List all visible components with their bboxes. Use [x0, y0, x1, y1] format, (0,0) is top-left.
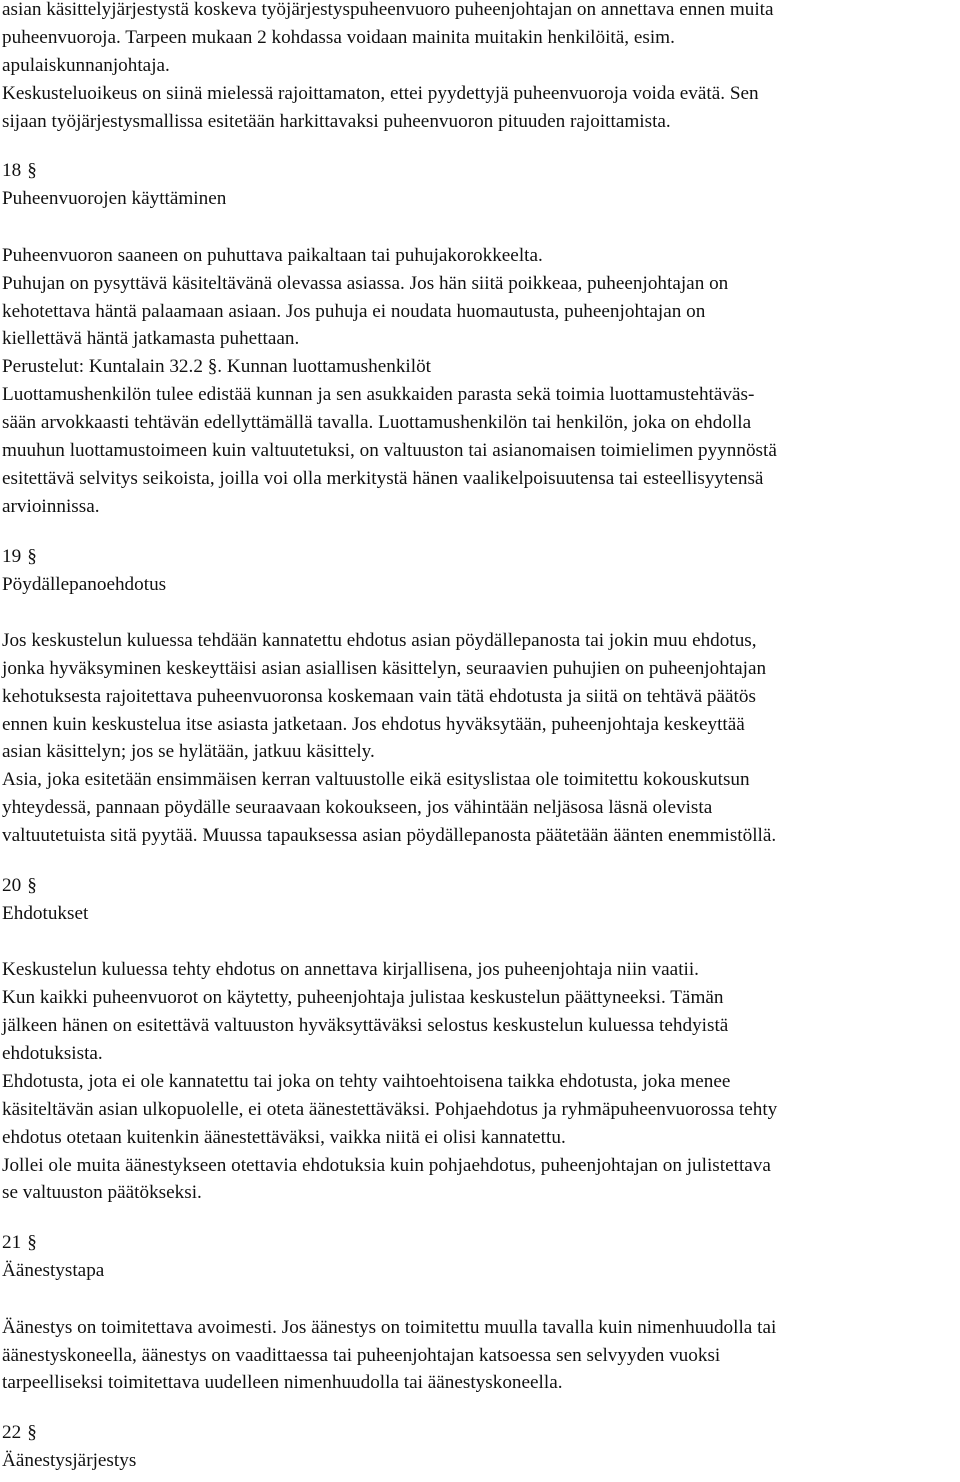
section-number-value: 19	[2, 545, 22, 567]
text-line: yhteydessä, pannaan pöydälle seuraavaan kokoukseen, jos vähintään neljäsosa läsnä olevista	[2, 797, 713, 819]
text-line: Keskusteluoikeus on siinä mielessä rajoittamaton, ettei pyydettyjä puheenvuoroja voida evätä. Sen	[2, 82, 759, 104]
text-line: Puheenvuoron saaneen on puhuttava paikaltaan tai puhujakorokkeelta.	[2, 244, 543, 266]
section-sign: §	[27, 1232, 37, 1254]
section-number-value: 18	[2, 160, 22, 182]
text-line: kehotuksesta rajoitettava puheenvuoronsa koskemaan vain tätä ehdotusta ja siitä on tehtävä päätös	[2, 685, 756, 707]
text-line: Jollei ole muita äänestykseen otettavia ehdotuksia kuin pohjaehdotus, puheenjohtajan on julistettava	[2, 1154, 771, 1176]
text-line: ehdotuksista.	[2, 1043, 103, 1064]
text-line: se valtuuston päätökseksi.	[2, 1182, 202, 1204]
text-line: Keskustelun kuluessa tehty ehdotus on annettava kirjallisena, jos puheenjohtaja niin vaatii.	[2, 959, 699, 981]
section-number	[2, 543, 954, 571]
section-title: Puheenvuorojen käyttäminen	[2, 188, 227, 210]
section-sign: §	[27, 1422, 37, 1444]
text-line: jälkeen hänen on esitettävä valtuuston hyväksyttäväksi selostus keskustelun kuluessa tehdyistä	[2, 1015, 729, 1037]
text-line: äänestyskoneella, äänestys on vaadittaessa tai puheenjohtajan katsoessa sen selvyyden vuoksi	[2, 1344, 721, 1366]
section-sign: §	[27, 875, 37, 897]
section-20	[2, 872, 954, 1207]
text-line: Jos keskustelun kuluessa tehdään kannatettu ehdotus asian pöydällepanosta tai jokin muu ehdotus,	[2, 629, 757, 651]
text-line: sään arvokkaasti tehtävän edellyttämällä tavalla. Luottamushenkilön tai henkilön, joka on ehdolla	[2, 412, 752, 434]
section-number	[2, 1229, 954, 1257]
document-page	[2, 0, 954, 1475]
section-number	[2, 157, 954, 185]
text-line: Äänestys on toimitettava avoimesti. Jos äänestys on toimitettu muulla tavalla kuin nimenhuudolla tai	[2, 1316, 777, 1338]
section-number-value: 22	[2, 1422, 22, 1444]
section-number-value: 21	[2, 1232, 22, 1254]
text-line: tarpeelliseksi toimitettava uudelleen nimenhuudolla tai äänestyskoneella.	[2, 1372, 563, 1394]
section-title: Pöydällepanoehdotus	[2, 573, 167, 595]
text-line: valtuutetuista sitä pyytää. Muussa tapauksessa asian pöydällepanosta päätetään äänten enemmistöllä.	[2, 825, 777, 847]
section-18	[2, 157, 954, 520]
text-line: asian käsittelyn; jos se hylätään, jatkuu käsittely.	[2, 741, 375, 763]
section-sign: §	[27, 545, 37, 567]
section-22	[2, 1419, 954, 1475]
text-line: muuhun luottamustoimeen kuin valtuutetuksi, on valtuuston tai asianomaisen toimielimen pyynnöstä	[2, 439, 777, 461]
section-title: Ehdotukset	[2, 902, 89, 924]
section-title: Äänestysjärjestys	[2, 1450, 137, 1472]
text-line: Luottamushenkilön tulee edistää kunnan ja sen asukkaiden parasta sekä toimia luottamustehtäväs-	[2, 384, 755, 406]
section-title: Äänestystapa	[2, 1260, 105, 1282]
text-line: puheenvuoroja. Tarpeen mukaan 2 kohdassa voidaan mainita muitakin henkilöitä, esim.	[2, 26, 675, 48]
text-line: esitettävä selvitys seikoista, joilla voi olla merkitystä hänen vaalikelpoisuutensa tai esteellisyytensä	[2, 467, 764, 489]
text-line: arvioinnissa.	[2, 495, 100, 517]
text-line: kehotettava häntä palaamaan asiaan. Jos puhuja ei noudata huomautusta, puheenjohtajan on	[2, 300, 706, 322]
section-number-value: 20	[2, 875, 22, 897]
text-line: ennen kuin keskustelua itse asiasta jatketaan. Jos ehdotus hyväksytään, puheenjohtaja keskeyttää	[2, 713, 745, 735]
text-line: Perustelut: Kuntalain 32.2 §. Kunnan luottamushenkilöt	[2, 356, 432, 378]
section-sign: §	[27, 160, 37, 182]
section-19	[2, 543, 954, 850]
text-line: Kun kaikki puheenvuorot on käytetty, puheenjohtaja julistaa keskustelun päättyneeksi. Tämän	[2, 987, 724, 1009]
section-21	[2, 1229, 954, 1397]
section-number	[2, 1419, 954, 1447]
text-line: ehdotus otetaan kuitenkin äänestettäväksi, vaikka niitä ei olisi kannatettu.	[2, 1126, 566, 1148]
text-line: apulaiskunnanjohtaja.	[2, 54, 170, 76]
text-line: käsiteltävän asian ulkopuolelle, ei oteta äänestettäväksi. Pohjaehdotus ja ryhmäpuheenvuorossa tehty	[2, 1098, 778, 1120]
text-line: jonka hyväksyminen keskeyttäisi asian asiallisen käsittelyn, seuraavien puhujien on puheenjohtajan	[2, 657, 767, 679]
intro-text	[2, 0, 954, 135]
text-line: Asia, joka esitetään ensimmäisen kerran valtuustolle eikä esityslistaa ole toimitettu kokouskutsun	[2, 769, 750, 791]
text-line: Ehdotusta, jota ei ole kannatettu tai joka on tehty vaihtoehtoisena taikka ehdotusta, joka menee	[2, 1070, 731, 1092]
text-line: kiellettävä häntä jatkamasta puhettaan.	[2, 328, 300, 350]
text-line: Puhujan on pysyttävä käsiteltävänä olevassa asiassa. Jos hän siitä poikkeaa, puheenjohtajan on	[2, 272, 729, 294]
text-line: sijaan työjärjestysmallissa esitetään harkittavaksi puheenvuoron pituuden rajoittamista.	[2, 110, 671, 132]
section-number	[2, 872, 954, 900]
text-line: asian käsittelyjärjestystä koskeva työjärjestyspuheenvuoro puheenjohtajan on annettava ennen muita	[2, 0, 774, 20]
